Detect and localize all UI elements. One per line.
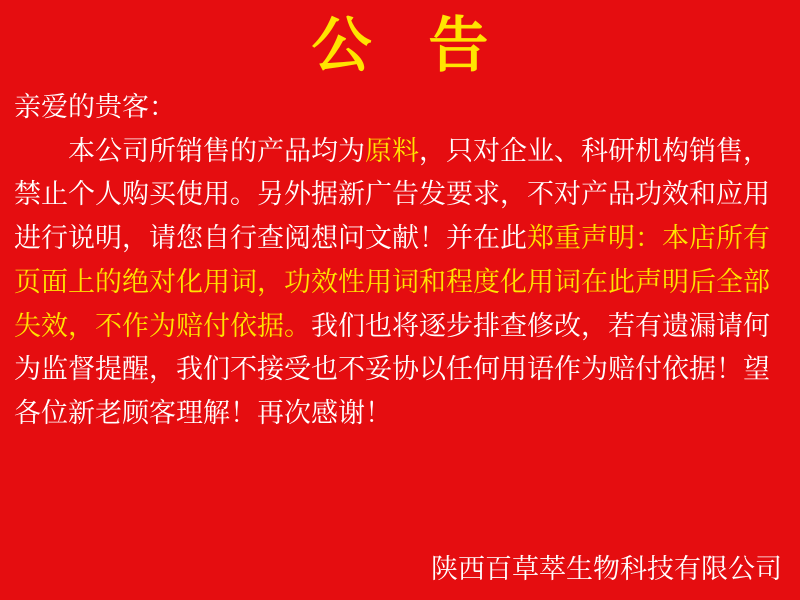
body-segment-5: 我们也将逐步排查修改，若有遗漏请何为监督提醒，我们不接受也不妥协以任何用语作为赔付依据！望各位新老顾客理解！再次感谢！ bbox=[14, 310, 770, 430]
notice-paragraph bbox=[14, 130, 786, 436]
company-signature: 陕西百草萃生物科技有限公司 bbox=[431, 553, 782, 585]
body-segment-4-highlight: 郑重声明：本店所有页面上的绝对化用词，功效性用词和程度化用词在此声明后全部失效，不作为赔付依据。 bbox=[14, 223, 770, 342]
notice-body bbox=[0, 86, 800, 436]
body-segment-2-highlight: 原料 bbox=[365, 135, 419, 167]
page-title: 公 告 bbox=[311, 11, 507, 81]
body-segment-1: 本公司所销售的产品均为 bbox=[68, 135, 365, 167]
body-segment-3: ，只对企业、科研机构销售，禁止个人购买使用。另外据新广告发要求，不对产品功效和应用进行说明，请您自行查阅想问文献！并在此 bbox=[14, 135, 770, 255]
salutation: 亲爱的贵客： bbox=[14, 92, 176, 123]
